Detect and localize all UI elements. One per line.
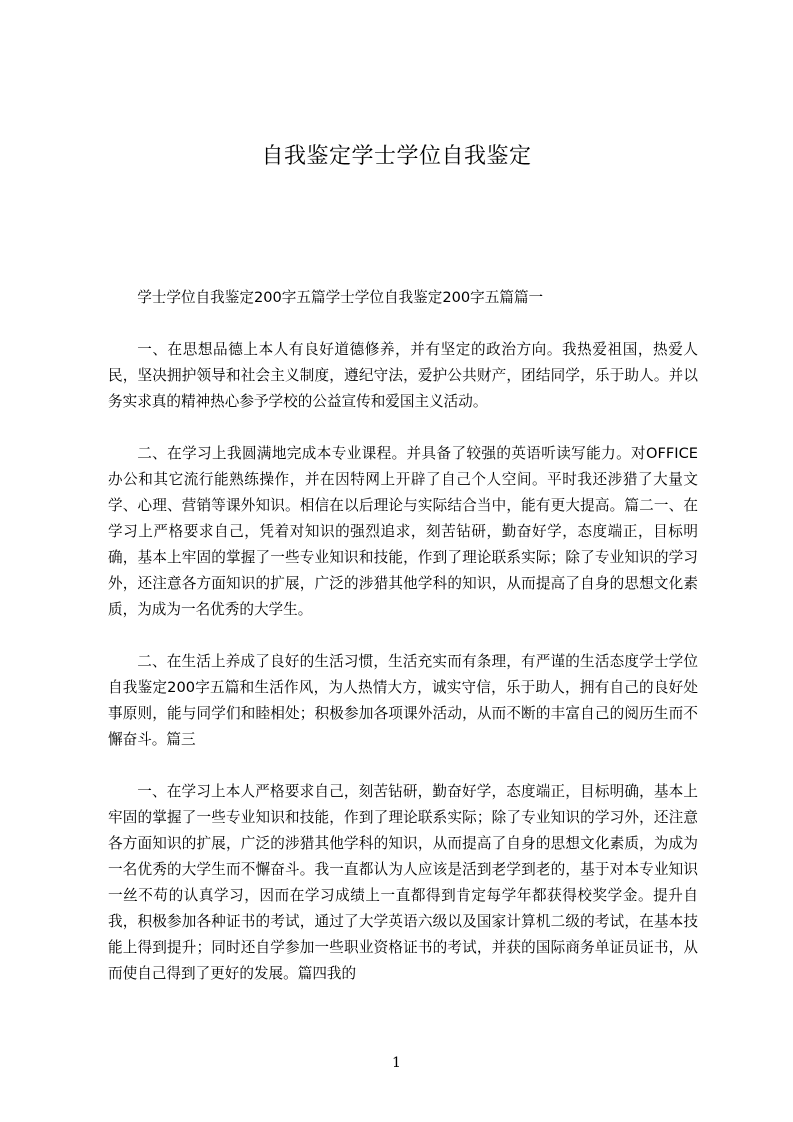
paragraph-study-part-three: 一、在学习上本人严格要求自己，刻苦钻研，勤奋好学，态度端正，目标明确，基本上牢固的掌握了一些专业知识和技能，作到了理论联系实际；除了专业知识的学习外，还注意各方面知识的扩展，广泛的涉猎其他学科的知识，从而提高了自身的思想文化素质，为成为一名优秀的大学生而不懈奋斗。我一直都认为人应该是活到老学到老的，基于对本专业知识一丝不苟的认真学习，因而在学习成绩上一直都得到肯定每学年都获得校奖学金。提升自我，积极参加各种证书的考试，通过了大学英语六级以及国家计算机二级的考试，在基本技能上得到提升；同时还自学参加一些职业资格证书的考试，并获的国际商务单证员证书，从而使自己得到了更好的发展。篇四我的 xyxy=(108,783,698,982)
page-number: 1 xyxy=(392,1055,401,1071)
paragraph-moral-character: 一、在思想品德上本人有良好道德修养，并有坚定的政治方向。我热爱祖国，热爱人民，坚决拥护领导和社会主义制度，遵纪守法，爱护公共财产，团结同学，乐于助人。并以务实求真的精神热心参予学校的公益宣传和爱国主义活动。 xyxy=(108,341,698,410)
paragraph-study: 二、在学习上我圆满地完成本专业课程。并具备了较强的英语听读写能力。对OFFICE办公和其它流行能熟练操作，并在因特网上开辟了自己个人空间。平时我还涉猎了大量文学、心理、营销等课外知识。相信在以后理论与实际结合当中，能有更大提高。篇二一、在学习上严格要求自己，凭着对知识的强烈追求，刻苦钻研，勤奋好学，态度端正，目标明确，基本上牢固的掌握了一些专业知识和技能，作到了理论联系实际；除了专业知识的学习外，还注意各方面知识的扩展，广泛的涉猎其他学科的知识，从而提高了自身的思想文化素质，为成为一名优秀的大学生。 xyxy=(108,445,698,618)
document-body xyxy=(108,285,698,1013)
document-title: 自我鉴定学士学位自我鉴定 xyxy=(261,144,532,169)
paragraph-life: 二、在生活上养成了良好的生活习惯，生活充实而有条理，有严谨的生活态度学士学位自我鉴定200字五篇和生活作风，为人热情大方，诚实守信，乐于助人，拥有自己的良好处事原则，能与同学们和睦相处；积极参加各项课外活动，从而不断的丰富自己的阅历生而不懈奋斗。篇三 xyxy=(108,653,698,748)
paragraph-subtitle: 学士学位自我鉴定200字五篇学士学位自我鉴定200字五篇篇一 xyxy=(137,289,544,306)
